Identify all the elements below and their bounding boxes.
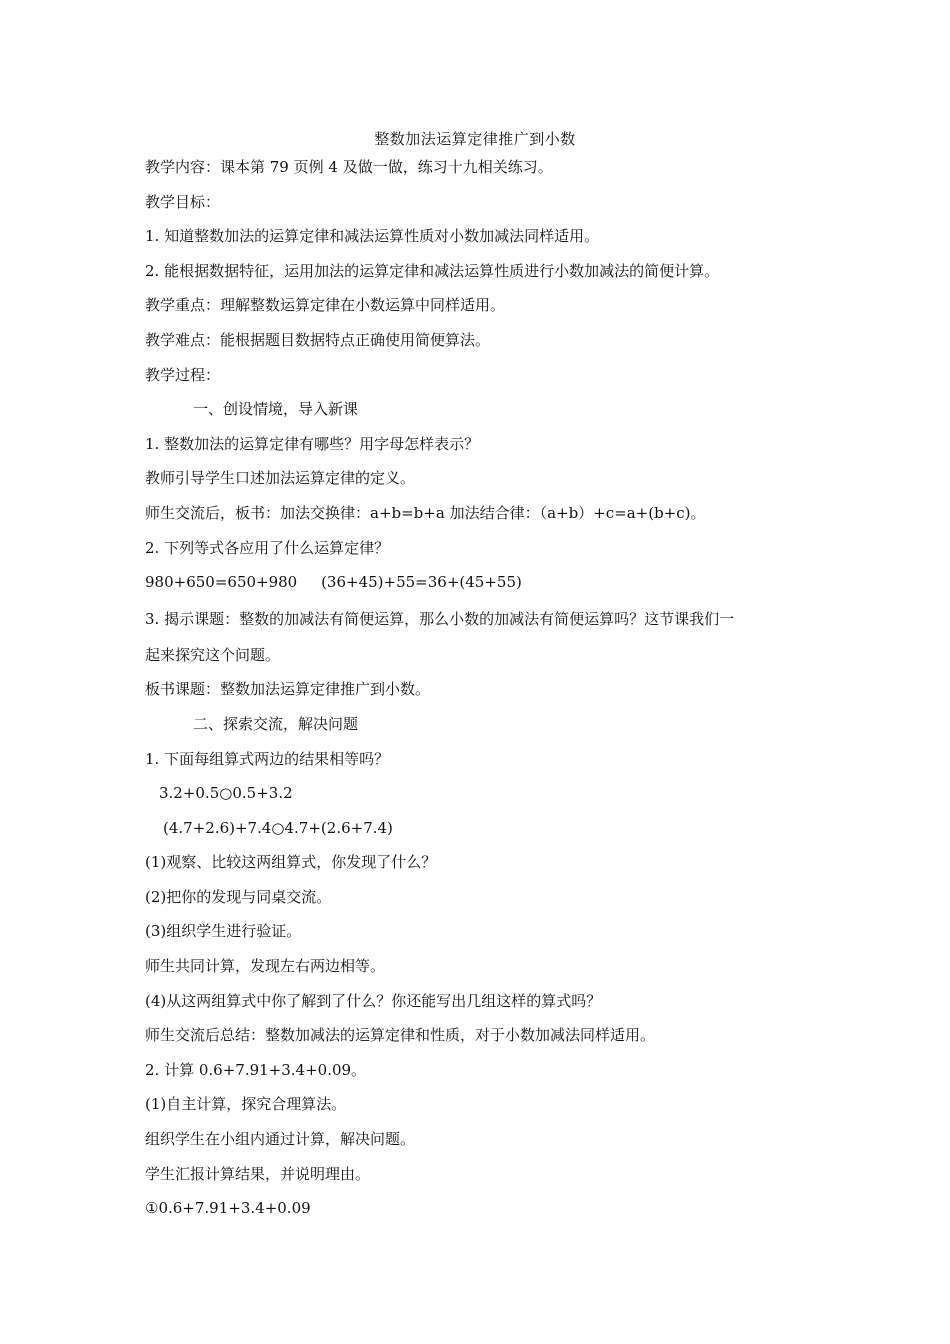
equation-line: (4.7+2.6)+7.4○4.7+(2.6+7.4) xyxy=(163,818,393,837)
paragraph: (3)组织学生进行验证。 xyxy=(145,922,302,941)
equation-line: 3.2+0.5○0.5+3.2 xyxy=(159,784,293,803)
paragraph: 1. 知道整数加法的运算定律和减法运算性质对小数加减法同样适用。 xyxy=(145,227,600,246)
equation-line: 980+650=650+980 (36+45)+55=36+(45+55) xyxy=(145,573,522,592)
paragraph: 学生汇报计算结果，并说明理由。 xyxy=(145,1164,371,1183)
equation-line: ①0.6+7.91+3.4+0.09 xyxy=(145,1199,311,1218)
paragraph: 教学重点：理解整数运算定律在小数运算中同样适用。 xyxy=(145,296,506,315)
paragraph: 师生交流后总结：整数加减法的运算定律和性质，对于小数加减法同样适用。 xyxy=(145,1026,656,1045)
paragraph: 师生交流后，板书：加法交换律：a+b=b+a 加法结合律：（a+b）+c=a+(b+c)。 xyxy=(145,503,706,522)
paragraph: (1)观察、比较这两组算式，你发现了什么？ xyxy=(145,853,437,872)
paragraph: (2)把你的发现与同桌交流。 xyxy=(145,887,332,906)
section-heading: 二、探索交流，解决问题 xyxy=(193,714,359,733)
paragraph: (4)从这两组算式中你了解到了什么？你还能写出几组这样的算式吗？ xyxy=(145,991,602,1010)
paragraph: 教学难点：能根据题目数据特点正确使用简便算法。 xyxy=(145,330,491,349)
document-title: 整数加法运算定律推广到小数 xyxy=(374,130,576,148)
paragraph: 教学内容：课本第 79 页例 4 及做一做，练习十九相关练习。 xyxy=(145,158,553,176)
paragraph: 起来探究这个问题。 xyxy=(145,645,281,664)
paragraph: 教师引导学生口述加法运算定律的定义。 xyxy=(145,469,416,488)
paragraph: 板书课题：整数加法运算定律推广到小数。 xyxy=(145,680,431,699)
paragraph: 师生共同计算，发现左右两边相等。 xyxy=(145,957,386,976)
paragraph: 2. 下列等式各应用了什么运算定律？ xyxy=(145,538,390,557)
section-heading: 一、创设情境，导入新课 xyxy=(193,400,359,419)
paragraph: 1. 整数加法的运算定律有哪些？用字母怎样表示？ xyxy=(145,434,480,453)
paragraph: (1)自主计算，探究合理算法。 xyxy=(145,1095,347,1114)
paragraph: 2. 能根据数据特征，运用加法的运算定律和减法运算性质进行小数加减法的简便计算。 xyxy=(145,261,720,280)
paragraph: 1. 下面每组算式两边的结果相等吗？ xyxy=(145,749,390,768)
paragraph: 3. 揭示课题：整数的加减法有简便运算，那么小数的加减法有简便运算吗？这节课我们一 xyxy=(145,609,735,628)
paragraph: 2. 计算 0.6+7.91+3.4+0.09。 xyxy=(145,1060,367,1079)
paragraph: 组织学生在小组内通过计算，解决问题。 xyxy=(145,1130,416,1149)
document-body xyxy=(145,150,825,1226)
paragraph: 教学目标： xyxy=(145,192,221,211)
paragraph: 教学过程： xyxy=(145,365,221,384)
